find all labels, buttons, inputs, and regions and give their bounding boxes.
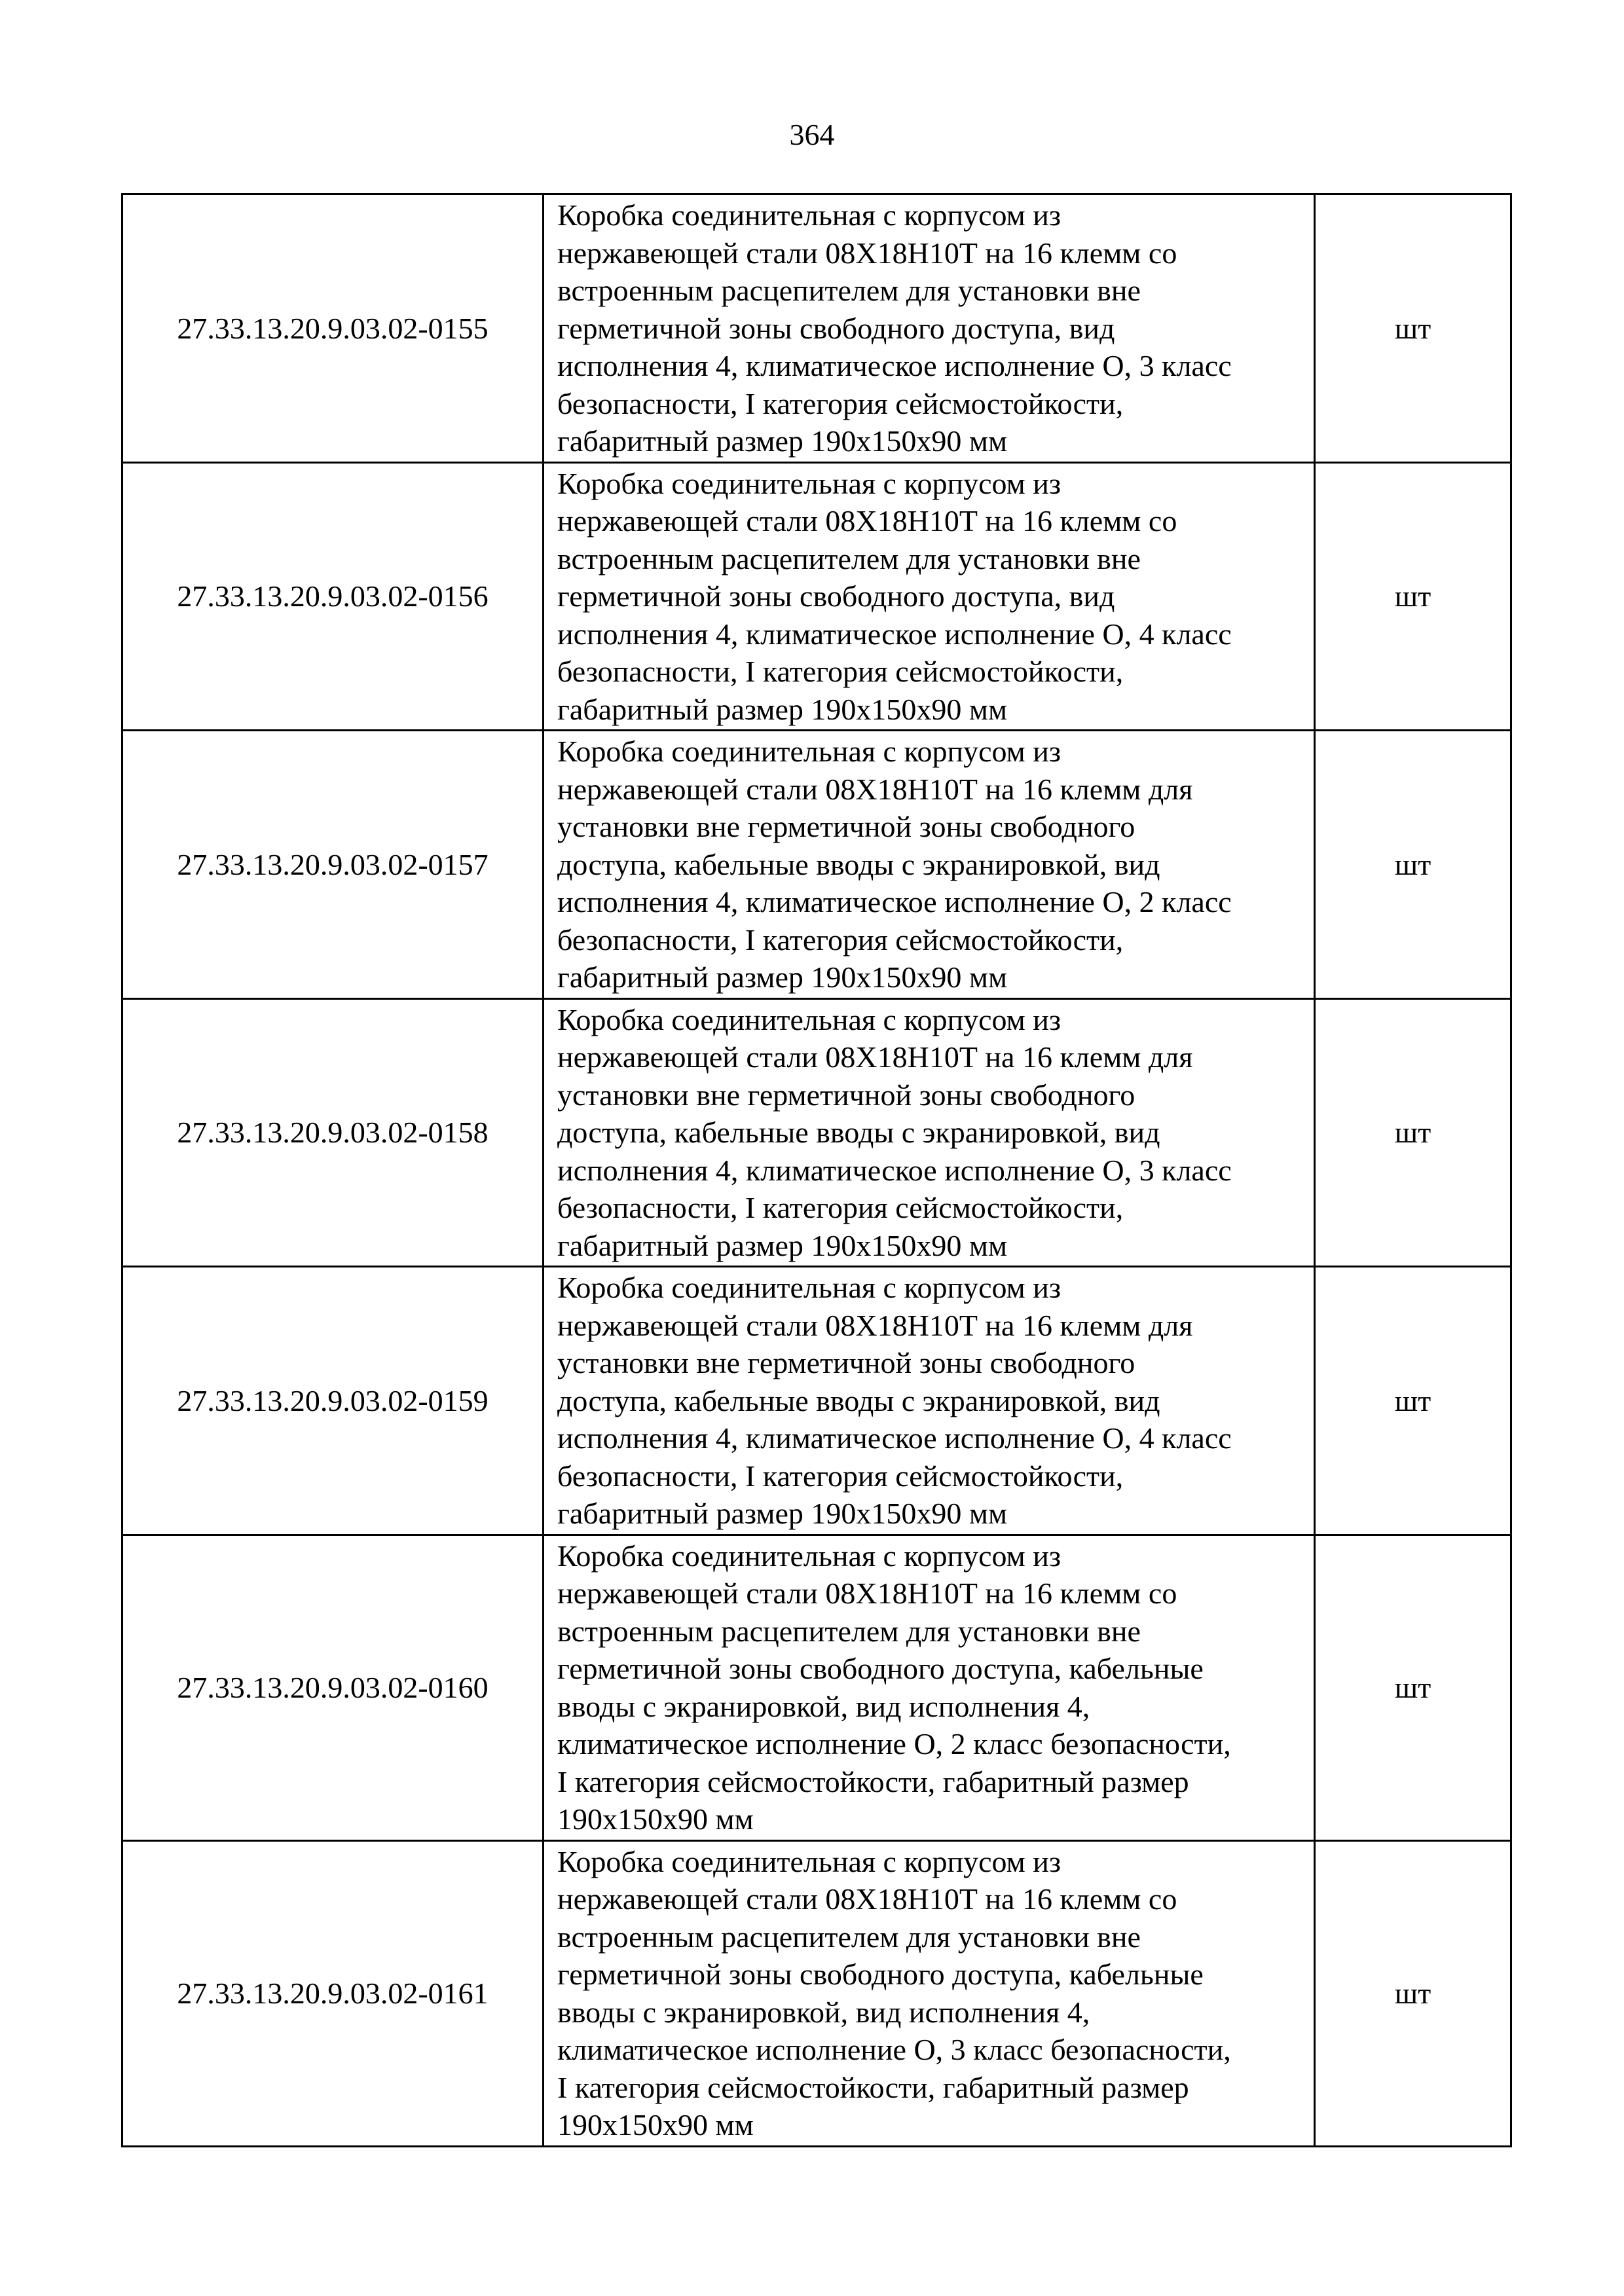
description-line: 190х150х90 мм [557,1802,754,1836]
description-line: нержавеющей стали 08Х18Н10Т на 16 клемм со [557,504,1177,538]
description-line: вводы с экранировкой, вид исполнения 4, [557,1995,1090,2029]
description-line: встроенным расцепителем для установки вне [557,1920,1141,1954]
description-line: климатическое исполнение О, 2 класс безопасности, [557,1727,1231,1760]
table-row [122,1535,1511,1840]
unit-cell: шт [1315,1267,1511,1535]
description-line: доступа, кабельные вводы с экранировкой, вид [557,1116,1160,1149]
unit-cell: шт [1315,1535,1511,1840]
description-line: встроенным расцепителем для установки вне [557,274,1141,307]
description-line: безопасности, I категория сейсмостойкости, [557,1191,1124,1224]
description-line: герметичной зоны свободного доступа, вид [557,311,1115,345]
description-line: нержавеющей стали 08Х18Н10Т на 16 клемм для [557,1308,1193,1342]
description-line: I категория сейсмостойкости, габаритный размер [557,2070,1189,2104]
description-line: нержавеющей стали 08Х18Н10Т на 16 клемм для [557,1040,1193,1074]
unit-cell: шт [1315,1840,1511,2146]
description-line: Коробка соединительная с корпусом из [557,1539,1061,1573]
description-line: установки вне герметичной зоны свободного [557,1346,1135,1379]
description-line: Коробка соединительная с корпусом из [557,1844,1061,1878]
description-line: доступа, кабельные вводы с экранировкой, вид [557,1383,1160,1417]
page-number: 364 [789,118,835,151]
description-line: доступа, кабельные вводы с экранировкой, вид [557,847,1160,881]
description-line: герметичной зоны свободного доступа, кабельные [557,1958,1204,1991]
description-line: безопасности, I категория сейсмостойкости, [557,1459,1124,1493]
table-row [122,194,1511,463]
description-line: безопасности, I категория сейсмостойкости, [557,386,1124,420]
description-line: вводы с экранировкой, вид исполнения 4, [557,1689,1090,1723]
table-row [122,731,1511,999]
unit-cell: шт [1315,462,1511,731]
description-line: безопасности, I категория сейсмостойкости, [557,922,1124,957]
table-row [122,1267,1511,1535]
description-line: габаритный размер 190х150х90 мм [557,1228,1008,1262]
description-line: нержавеющей стали 08Х18Н10Т на 16 клемм со [557,1882,1177,1916]
description-cell [544,1267,1315,1535]
code-cell: 27.33.13.20.9.03.02-0157 [122,731,544,999]
description-line: нержавеющей стали 08Х18Н10Т на 16 клемм со [557,236,1177,270]
description-cell [544,1535,1315,1840]
description-cell [544,194,1315,463]
unit-cell: шт [1315,998,1511,1267]
description-line: нержавеющей стали 08Х18Н10Т на 16 клемм для [557,772,1193,806]
description-line: герметичной зоны свободного доступа, вид [557,579,1115,613]
description-line: Коробка соединительная с корпусом из [557,1002,1061,1036]
description-line: установки вне герметичной зоны свободного [557,1078,1135,1112]
description-line: исполнения 4, климатическое исполнение О, 3 класс [557,349,1232,382]
description-line: встроенным расцепителем для установки вне [557,1614,1141,1648]
description-line: исполнения 4, климатическое исполнение О, 2 класс [557,885,1232,919]
unit-cell: шт [1315,194,1511,463]
description-line: нержавеющей стали 08Х18Н10Т на 16 клемм со [557,1576,1177,1610]
description-line: габаритный размер 190х150х90 мм [557,692,1008,726]
code-cell: 27.33.13.20.9.03.02-0159 [122,1267,544,1535]
description-line: Коробка соединительная с корпусом из [557,466,1061,500]
table-row [122,998,1511,1267]
description-line: безопасности, I категория сейсмостойкости, [557,655,1124,688]
description-line: I категория сейсмостойкости, габаритный размер [557,1764,1189,1798]
description-line: 190х150х90 мм [557,2108,754,2141]
description-line: Коробка соединительная с корпусом из [557,735,1061,768]
description-cell [544,1840,1315,2146]
code-cell: 27.33.13.20.9.03.02-0161 [122,1840,544,2146]
description-line: габаритный размер 190х150х90 мм [557,424,1008,458]
description-line: Коробка соединительная с корпусом из [557,1271,1061,1304]
description-line: установки вне герметичной зоны свободного [557,810,1135,843]
description-line: Коробка соединительная с корпусом из [557,198,1061,232]
description-line: исполнения 4, климатическое исполнение О, 4 класс [557,617,1232,651]
table-row [122,462,1511,731]
code-cell: 27.33.13.20.9.03.02-0160 [122,1535,544,1840]
description-line: габаритный размер 190х150х90 мм [557,1497,1008,1530]
description-line: исполнения 4, климатическое исполнение О, 3 класс [557,1153,1232,1187]
description-line: климатическое исполнение О, 3 класс безопасности, [557,2033,1231,2066]
code-cell: 27.33.13.20.9.03.02-0156 [122,462,544,731]
table-row [122,1840,1511,2146]
table-body [122,194,1511,2147]
description-cell [544,462,1315,731]
description-line: исполнения 4, климатическое исполнение О, 4 класс [557,1421,1232,1455]
code-cell: 27.33.13.20.9.03.02-0158 [122,998,544,1267]
description-line: габаритный размер 190х150х90 мм [557,960,1008,994]
unit-cell: шт [1315,731,1511,999]
description-line: герметичной зоны свободного доступа, кабельные [557,1652,1204,1685]
code-cell: 27.33.13.20.9.03.02-0155 [122,194,544,463]
description-cell [544,998,1315,1267]
description-line: встроенным расцепителем для установки вне [557,541,1141,575]
description-cell [544,731,1315,999]
specification-table [121,193,1512,2147]
